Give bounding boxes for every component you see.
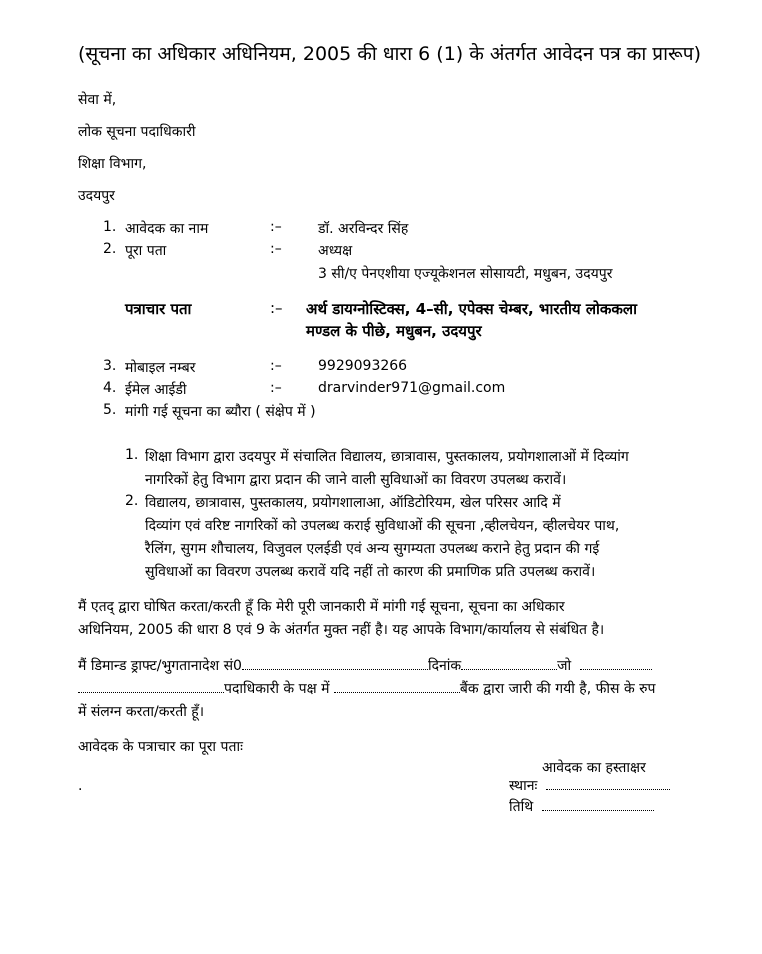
payment-text: मैं डिमान्ड ड्राफ्ट/भुगतानादेश सं0 — [78, 658, 242, 674]
request-line: सुविधाओं का विवरण उपलब्ध करावें यदि नहीं तो कारण की प्रमाणिक प्रति उपलब्ध करावें। — [145, 564, 596, 580]
address-value-line1: अध्यक्ष — [318, 243, 353, 259]
payment-text: जो — [557, 658, 572, 674]
request-number: 1. — [125, 447, 139, 463]
field-number: 4. — [103, 380, 117, 396]
bank-name-blank[interactable] — [334, 680, 460, 693]
mobile-value: 9929093266 — [318, 358, 408, 374]
request-line: रैलिंग, सुगम शौचालय, विजुवल एलईडी एवं अन्य सुगम्यता उपलब्ध कराने हेतु प्रदान की गई — [145, 541, 600, 557]
declaration-line2: अधिनियम, 2005 की धारा 8 एवं 9 के अंतर्गत मुक्त नहीं है। यह आपके विभाग/कार्यालय से संबंधित है। — [78, 622, 605, 638]
payment-text: बैंक द्वारा जारी की गयी है, फीस के रुप — [459, 681, 656, 697]
field-separator: :– — [270, 219, 282, 235]
addressee-city: उदयपुर — [78, 188, 115, 204]
field-separator: :– — [270, 380, 282, 396]
form-title: (सूचना का अधिकार अधिनियम, 2005 की धारा 6 (1) के अंतर्गत आवेदन पत्र का प्रारूप) — [78, 43, 702, 65]
declaration-line1: मैं एतद् द्वारा घोषित करता/करती हूँ कि मेरी पूरी जानकारी में मांगी गई सूचना, सूचना का अधिकार — [78, 599, 565, 615]
payment-text: में संलग्न करता/करती हूँ। — [78, 704, 205, 720]
address-value-line2: 3 सी/ए पेनएशीया एज्यूकेशनल सोसायटी, मधुबन, उदयपुर — [318, 266, 613, 282]
payment-text: दिनांक — [427, 658, 462, 674]
field-label: आवेदक का नाम — [125, 221, 209, 237]
place-blank[interactable] — [546, 777, 670, 790]
field-label: पूरा पता — [125, 243, 167, 259]
request-line: शिक्षा विभाग द्वारा उदयपुर में संचालित विद्यालय, छात्रावास, पुस्तकालय, प्रयोगशालाओं में दिव्यांग — [145, 449, 629, 465]
correspondence-label: पत्राचार पता — [125, 300, 192, 318]
draft-number-blank[interactable] — [242, 657, 428, 670]
correspondence-line1: अर्थ डायग्नोस्टिक्स, 4–सी, एपेक्स चेम्बर, भारतीय लोककला — [306, 300, 637, 318]
date-label: तिथि — [509, 799, 534, 815]
applicant-name-value: डॉ. अरविन्दर सिंह — [318, 221, 409, 237]
correspondence-line2: मण्डल के पीछे, मधुबन, उदयपुर — [306, 322, 482, 340]
date-row — [509, 797, 654, 816]
request-line: विद्यालय, छात्रावास, पुस्तकालय, प्रयोगशालाआ, ऑडिटोरियम, खेल परिसर आदि में — [145, 495, 561, 511]
field-number: 1. — [103, 219, 117, 235]
field-label: ईमेल आईडी — [125, 382, 187, 398]
place-label: स्थानः — [509, 778, 538, 794]
draft-issuer-blank[interactable] — [580, 657, 652, 670]
date-blank[interactable] — [542, 798, 654, 811]
field-label: मोबाइल नम्बर — [125, 360, 196, 376]
addressee-department: शिक्षा विभाग, — [78, 156, 147, 172]
place-row — [509, 776, 670, 795]
addressee-officer: लोक सूचना पदाधिकारी — [78, 124, 196, 140]
field-separator: :– — [270, 299, 283, 317]
salutation: सेवा में, — [78, 92, 117, 108]
payment-text: पदाधिकारी के पक्ष में — [224, 681, 330, 697]
field-number: 2. — [103, 241, 117, 257]
field-number: 5. — [103, 402, 117, 418]
stray-dot: . — [78, 778, 83, 794]
signature-label: आवेदक का हस्ताक्षर — [542, 760, 646, 776]
request-line: नागरिकों हेतु विभाग द्वारा प्रदान की जाने वाली सुविधाओं का विवरण उपलब्ध करावें। — [145, 472, 567, 488]
field-label: मांगी गई सूचना का ब्यौरा ( संक्षेप में ) — [125, 404, 316, 420]
officer-name-blank[interactable] — [78, 680, 224, 693]
field-separator: :– — [270, 241, 282, 257]
request-line: दिव्यांग एवं वरिष्ट नागरिकों को उपलब्ध कराई सुविधाओं की सूचना ,व्हीलचेयन, व्हीलचेयर पाथ, — [145, 518, 620, 534]
applicant-address-label: आवेदक के पत्राचार का पूरा पताः — [78, 739, 243, 755]
draft-date-blank[interactable] — [461, 657, 557, 670]
field-number: 3. — [103, 358, 117, 374]
email-value: drarvinder971@gmail.com — [318, 380, 506, 396]
request-number: 2. — [125, 493, 139, 509]
field-separator: :– — [270, 358, 282, 374]
